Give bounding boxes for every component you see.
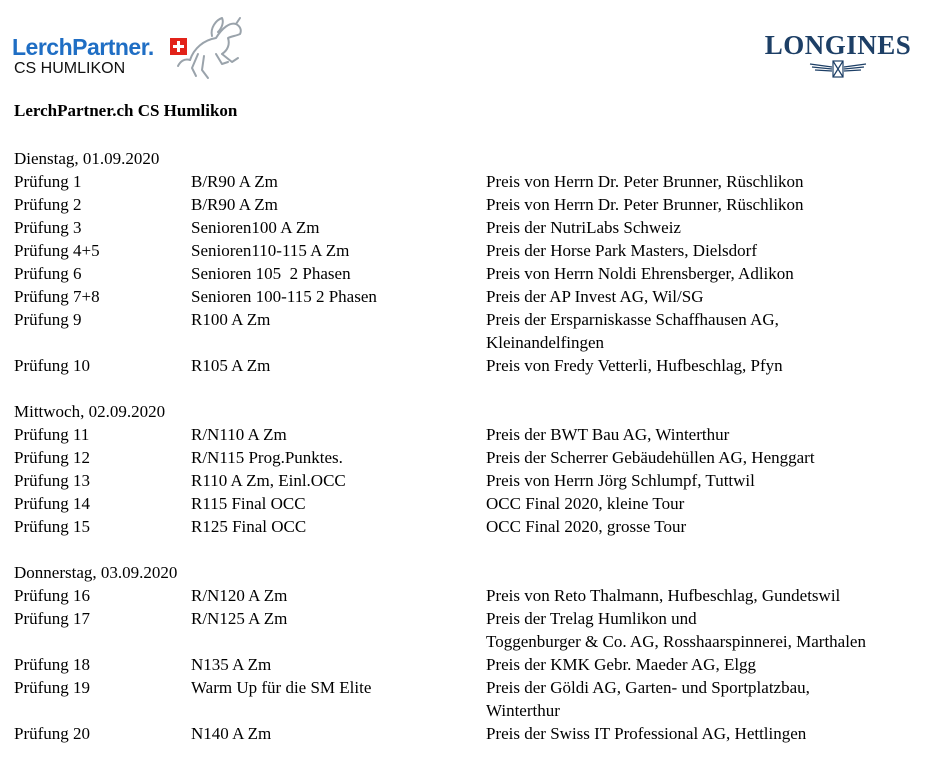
schedule-row: [14, 515, 944, 538]
schedule-row-continuation: [14, 630, 944, 653]
event-title: LerchPartner.ch CS Humlikon: [14, 101, 238, 120]
prize-sponsor: Preis der BWT Bau AG, Winterthur: [486, 425, 730, 444]
day-block: [14, 400, 944, 538]
prize-sponsor: Winterthur: [486, 701, 560, 720]
schedule-row: [14, 239, 944, 262]
lerchpartner-wordmark: LerchPartner.: [12, 34, 154, 60]
class-number: Prüfung 12: [14, 448, 91, 467]
lerchpartner-logo: [12, 14, 252, 84]
prize-sponsor: Preis der Ersparniskasse Schaffhausen AG,: [486, 310, 779, 329]
prize-sponsor: Preis der Horse Park Masters, Dielsdorf: [486, 241, 757, 260]
class-type: Senioren 105 2 Phasen: [191, 264, 351, 283]
schedule-row: [14, 308, 944, 331]
schedule-row: [14, 584, 944, 607]
schedule-row: [14, 216, 944, 239]
class-type: R115 Final OCC: [191, 494, 306, 513]
class-number: Prüfung 18: [14, 655, 91, 674]
schedule-row: [14, 285, 944, 308]
class-type: Senioren 100-115 2 Phasen: [191, 287, 377, 306]
prize-sponsor: Preis der Swiss IT Professional AG, Hettlingen: [486, 724, 807, 743]
prize-sponsor: Preis der AP Invest AG, Wil/SG: [486, 287, 704, 306]
prize-sponsor: Preis von Herrn Noldi Ehrensberger, Adlikon: [486, 264, 794, 283]
class-number: Prüfung 16: [14, 586, 91, 605]
class-number: Prüfung 11: [14, 425, 90, 444]
schedule-row: [14, 653, 944, 676]
class-number: Prüfung 1: [14, 172, 82, 191]
class-number: Prüfung 9: [14, 310, 82, 329]
class-type: R/N125 A Zm: [191, 609, 288, 628]
day-header: Donnerstag, 03.09.2020: [14, 563, 178, 582]
longines-logo: [752, 30, 924, 80]
class-number: Prüfung 14: [14, 494, 91, 513]
jumping-horse-icon: [176, 14, 248, 80]
class-type: B/R90 A Zm: [191, 172, 278, 191]
class-number: Prüfung 19: [14, 678, 91, 697]
schedule-row: [14, 607, 944, 630]
schedule-row: [14, 492, 944, 515]
class-number: Prüfung 3: [14, 218, 82, 237]
class-type: [191, 331, 486, 354]
class-number: Prüfung 15: [14, 517, 91, 536]
prize-sponsor: Preis der Trelag Humlikon und: [486, 609, 697, 628]
schedule-row-continuation: [14, 699, 944, 722]
day-header: Mittwoch, 02.09.2020: [14, 402, 166, 421]
winged-hourglass-icon: [808, 58, 868, 80]
prize-sponsor: Preis von Fredy Vetterli, Hufbeschlag, Pfyn: [486, 356, 783, 375]
schedule-row: [14, 170, 944, 193]
prize-sponsor: Preis der Göldi AG, Garten- und Sportplatzbau,: [486, 678, 810, 697]
class-type: [191, 630, 486, 653]
class-type: Warm Up für die SM Elite: [191, 678, 372, 697]
prize-sponsor: Preis der KMK Gebr. Maeder AG, Elgg: [486, 655, 757, 674]
class-type: Senioren100 A Zm: [191, 218, 320, 237]
prize-sponsor: Preis von Reto Thalmann, Hufbeschlag, Gundetswil: [486, 586, 841, 605]
class-number: [14, 699, 191, 722]
class-number: Prüfung 20: [14, 724, 91, 743]
prize-sponsor: Preis von Herrn Dr. Peter Brunner, Rüschlikon: [486, 195, 804, 214]
class-type: R/N120 A Zm: [191, 586, 288, 605]
prize-sponsor: Kleinandelfingen: [486, 333, 605, 352]
schedule-row: [14, 193, 944, 216]
schedule-row-continuation: [14, 331, 944, 354]
cs-humlikon-text: CS HUMLIKON: [14, 60, 126, 77]
class-type: R110 A Zm, Einl.OCC: [191, 471, 346, 490]
prize-sponsor: Preis von Herrn Jörg Schlumpf, Tuttwil: [486, 471, 755, 490]
competition-schedule: [14, 147, 944, 768]
class-type: N140 A Zm: [191, 724, 272, 743]
class-number: [14, 331, 191, 354]
prize-sponsor: Preis der NutriLabs Schweiz: [486, 218, 681, 237]
day-block: [14, 147, 944, 377]
prize-sponsor: OCC Final 2020, grosse Tour: [486, 517, 687, 536]
class-type: R105 A Zm: [191, 356, 271, 375]
schedule-row: [14, 354, 944, 377]
class-number: [14, 630, 191, 653]
class-type: N135 A Zm: [191, 655, 272, 674]
class-number: Prüfung 13: [14, 471, 91, 490]
class-type: B/R90 A Zm: [191, 195, 278, 214]
day-header: Dienstag, 01.09.2020: [14, 149, 160, 168]
class-number: Prüfung 2: [14, 195, 82, 214]
class-type: R125 Final OCC: [191, 517, 307, 536]
class-number: Prüfung 4+5: [14, 241, 100, 260]
class-type: R/N110 A Zm: [191, 425, 287, 444]
class-number: Prüfung 10: [14, 356, 91, 375]
class-number: Prüfung 6: [14, 264, 82, 283]
schedule-row: [14, 423, 944, 446]
schedule-row: [14, 722, 944, 745]
class-number: Prüfung 17: [14, 609, 91, 628]
schedule-row: [14, 446, 944, 469]
schedule-row: [14, 676, 944, 699]
schedule-row: [14, 262, 944, 285]
prize-sponsor: Preis der Scherrer Gebäudehüllen AG, Henggart: [486, 448, 815, 467]
class-type: R/N115 Prog.Punktes.: [191, 448, 343, 467]
longines-wordmark: LONGINES: [764, 30, 912, 60]
class-type: R100 A Zm: [191, 310, 271, 329]
class-type: [191, 699, 486, 722]
prize-sponsor: Preis von Herrn Dr. Peter Brunner, Rüschlikon: [486, 172, 804, 191]
prize-sponsor: Toggenburger & Co. AG, Rosshaarspinnerei, Marthalen: [486, 632, 866, 651]
class-number: Prüfung 7+8: [14, 287, 100, 306]
class-type: Senioren110-115 A Zm: [191, 241, 350, 260]
prize-sponsor: OCC Final 2020, kleine Tour: [486, 494, 685, 513]
schedule-row: [14, 469, 944, 492]
day-block: [14, 561, 944, 745]
